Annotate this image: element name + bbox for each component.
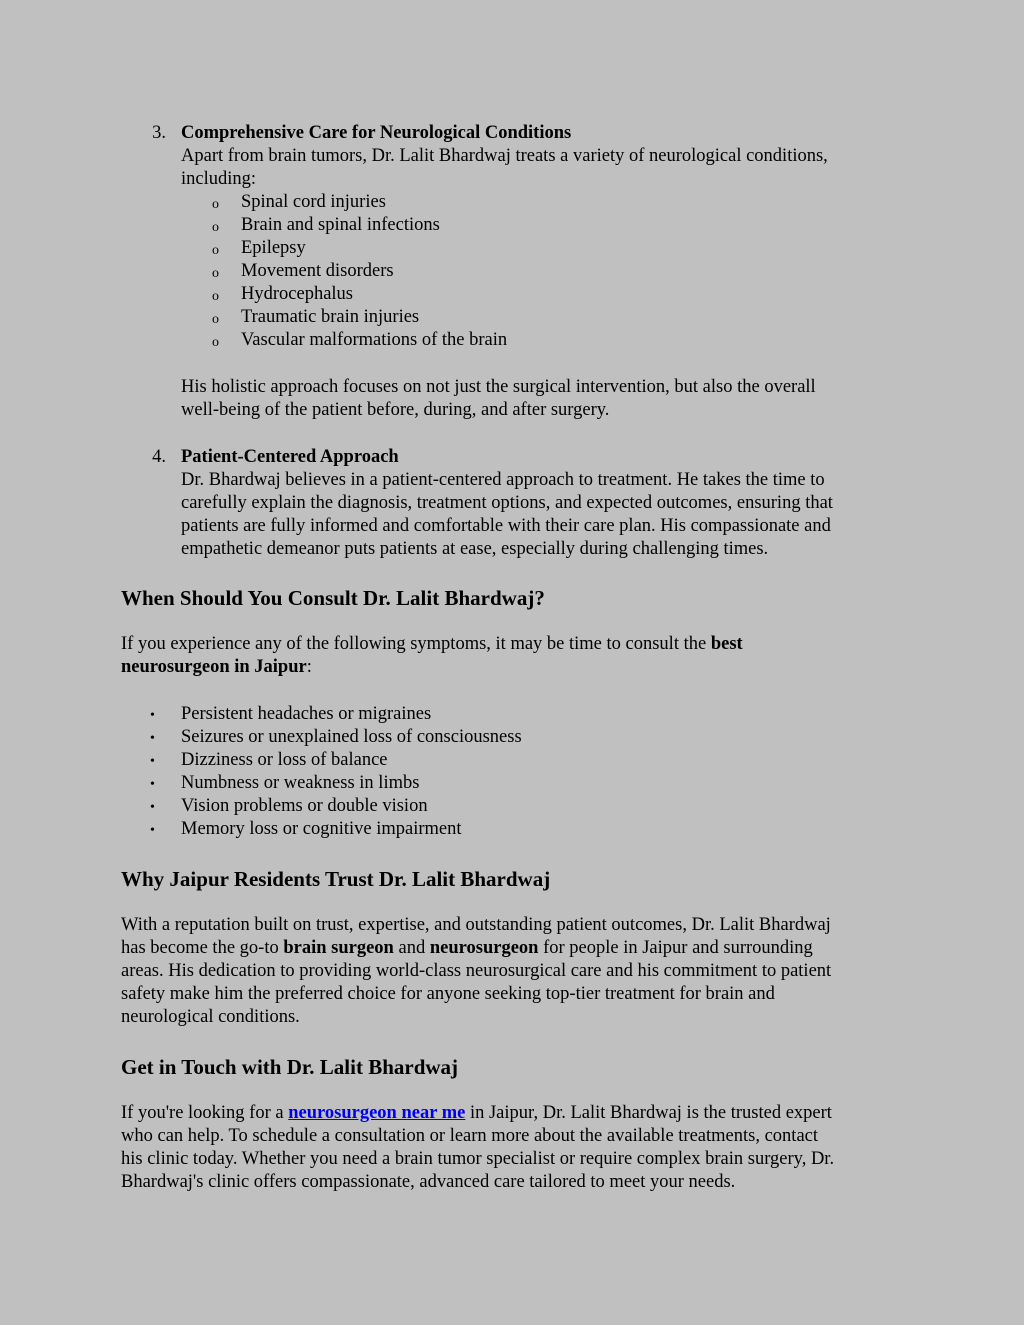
text-span: If you experience any of the following symptoms, it may be time to consult the (121, 634, 711, 654)
text-span: for people in Jaipur and surrounding (538, 938, 813, 958)
bold-text: neurosurgeon in Jaipur (121, 657, 307, 677)
section-title: Patient-Centered Approach (181, 447, 399, 467)
bold-text: neurosurgeon (429, 938, 539, 958)
list-item: Numbness or weakness in limbs (181, 773, 420, 793)
list-marker: o (212, 220, 219, 235)
section-title: Comprehensive Care for Neurological Conditions (181, 123, 572, 143)
section-text: His holistic approach focuses on not just the surgical intervention, but also the overall (181, 377, 816, 397)
neurosurgeon-link[interactable]: neurosurgeon near me (288, 1103, 466, 1123)
list-marker: o (212, 197, 219, 212)
section-text: carefully explain the diagnosis, treatment options, and expected outcomes, ensuring that (181, 493, 833, 513)
text-span: If you're looking for a (121, 1103, 289, 1123)
section-text: patients are fully informed and comfortable with their care plan. His compassionate and (181, 516, 831, 536)
heading-consult: When Should You Consult Dr. Lalit Bhardwaj? (121, 586, 545, 610)
heading-contact: Get in Touch with Dr. Lalit Bhardwaj (121, 1055, 459, 1079)
paragraph-line: safety make him the preferred choice for anyone seeking top-tier treatment for brain and (121, 984, 775, 1004)
paragraph-line (121, 937, 813, 960)
list-item: Vascular malformations of the brain (241, 330, 508, 350)
list-item: Vision problems or double vision (181, 796, 428, 816)
list-item: Epilepsy (241, 238, 306, 258)
list-item: Seizures or unexplained loss of consciousness (181, 727, 522, 747)
list-marker: o (212, 243, 219, 258)
text-span: has become the go-to (121, 938, 284, 958)
heading-trust: Why Jaipur Residents Trust Dr. Lalit Bhardwaj (121, 867, 551, 891)
list-item: Persistent headaches or migraines (181, 704, 432, 724)
bullet: • (150, 823, 155, 838)
section-text: well-being of the patient before, during, and after surgery. (181, 400, 610, 420)
list-item: Hydrocephalus (241, 284, 353, 304)
paragraph-line (121, 1102, 832, 1125)
text-span: and (393, 938, 430, 958)
bold-text: brain surgeon (283, 938, 394, 958)
bullet: • (150, 731, 155, 746)
list-number: 4. (152, 447, 166, 467)
consult-intro (121, 633, 743, 656)
bullet: • (150, 754, 155, 769)
list-item: Traumatic brain injuries (241, 307, 420, 327)
section-text: empathetic demeanor puts patients at ease, especially during challenging times. (181, 539, 769, 559)
paragraph-line: areas. His dedication to providing world-class neurosurgical care and his commitment to patient (121, 961, 832, 981)
list-item: Spinal cord injuries (241, 192, 386, 212)
bullet: • (150, 800, 155, 815)
paragraph-line: who can help. To schedule a consultation or learn more about the available treatments, contact (121, 1126, 819, 1146)
bold-text: best (710, 634, 743, 654)
paragraph-line: With a reputation built on trust, expertise, and outstanding patient outcomes, Dr. Lalit Bhardwaj (121, 915, 831, 935)
consult-intro-cont (121, 656, 312, 679)
section-text: including: (181, 169, 257, 189)
bullet: • (150, 708, 155, 723)
paragraph-line: Bhardwaj's clinic offers compassionate, advanced care tailored to meet your needs. (121, 1172, 736, 1192)
text-span: in Jaipur, Dr. Lalit Bhardwaj is the trusted expert (465, 1103, 832, 1123)
section-text: Dr. Bhardwaj believes in a patient-centered approach to treatment. He takes the time to (181, 470, 825, 490)
list-number: 3. (152, 123, 166, 143)
list-marker: o (212, 312, 219, 327)
list-marker: o (212, 266, 219, 281)
list-item: Brain and spinal infections (241, 215, 440, 235)
list-item: Movement disorders (241, 261, 394, 281)
list-item: Memory loss or cognitive impairment (181, 819, 462, 839)
list-marker: o (212, 335, 219, 350)
paragraph-line: his clinic today. Whether you need a brain tumor specialist or require complex brain surgery, Dr. (121, 1149, 835, 1169)
list-item: Dizziness or loss of balance (181, 750, 388, 770)
section-text: Apart from brain tumors, Dr. Lalit Bhardwaj treats a variety of neurological conditions, (181, 146, 828, 166)
list-marker: o (212, 289, 219, 304)
bullet: • (150, 777, 155, 792)
paragraph-line: neurological conditions. (121, 1007, 300, 1027)
text-span: : (306, 657, 312, 677)
